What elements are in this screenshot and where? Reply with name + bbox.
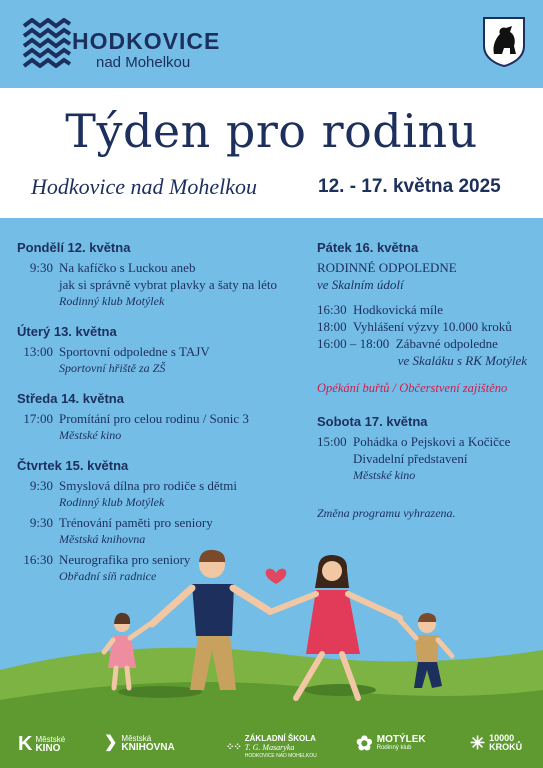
- wave-border-top: [0, 83, 543, 93]
- logo-zakladni-skola: [226, 734, 317, 761]
- event-name: Sportovní odpoledne s TAJV: [59, 344, 210, 359]
- logo-text: 10000: [489, 733, 515, 743]
- event-name: Promítání pro celou rodinu / Sonic 3: [59, 411, 249, 426]
- day-tuesday: [17, 324, 307, 377]
- day-title: Úterý 13. května: [17, 324, 117, 339]
- event-name: Vyhlášení výzvy 10.000 kroků: [352, 319, 512, 334]
- event-time: 9:30: [29, 515, 53, 530]
- event-name: Zábavné odpoledne: [395, 336, 498, 351]
- logo-mestske-kino: [18, 734, 65, 754]
- town-subtitle: nad Mohelkou: [96, 54, 191, 71]
- day-title: Čtvrtek 15. května: [17, 458, 129, 473]
- logo-text: Městské: [35, 735, 66, 744]
- friday-headline: RODINNÉ ODPOLEDNE: [317, 260, 457, 275]
- event-place: Městská knihovna: [59, 532, 146, 546]
- walker-icon: ✳: [470, 733, 486, 753]
- event-time: 16:30: [23, 552, 53, 567]
- event-time: 15:00: [317, 434, 347, 449]
- logo-text: HODKOVICE NAD MOHELKOU: [244, 753, 317, 759]
- event-name: Na kafíčko s Luckou aneb: [59, 260, 196, 275]
- logo-text: Rodinný klub: [376, 745, 412, 751]
- event-place: Obřadní síň radnice: [59, 569, 157, 583]
- event-time: 16:30: [317, 302, 347, 317]
- event-time: 16:00 – 18:00: [317, 336, 390, 351]
- logo-text: KINO: [35, 743, 61, 754]
- event-time: 13:00: [23, 344, 53, 359]
- page-title: Týden pro rodinu: [65, 104, 478, 158]
- logo-text: T. G. Masaryka: [244, 743, 295, 752]
- logo-text: KNIHOVNA: [121, 742, 175, 753]
- event-time: 17:00: [23, 411, 53, 426]
- event-name: Smyslová dílna pro rodiče s dětmi: [59, 478, 238, 493]
- town-name: HODKOVICE: [72, 28, 221, 54]
- event-place: ve Skaláku s RK Motýlek: [397, 353, 527, 368]
- event-name-cont: Divadelní představení: [353, 451, 468, 466]
- day-title: Pondělí 12. května: [17, 240, 131, 255]
- logo-text: Městská: [121, 734, 152, 743]
- event-place: Rodinný klub Motýlek: [59, 495, 165, 509]
- event-item: [317, 318, 537, 335]
- event-item: [317, 301, 537, 318]
- event-item: [17, 259, 307, 310]
- event-place: Rodinný klub Motýlek: [59, 294, 165, 308]
- event-time: 18:00: [317, 319, 347, 334]
- friday-headline-place: ve Skalním údolí: [317, 277, 404, 292]
- event-place: Sportovní hřiště za ZŠ: [59, 361, 166, 375]
- day-title: Pátek 16. května: [317, 240, 419, 255]
- day-wednesday: [17, 391, 307, 444]
- day-monday: [17, 240, 307, 310]
- event-place: Městské kino: [59, 428, 122, 442]
- event-item: [317, 433, 537, 484]
- logo-10000-kroku: [470, 734, 522, 752]
- event-item: [17, 477, 307, 511]
- event-name: Trénování paměti pro seniory: [59, 515, 213, 530]
- food-note: Opékání buřtů / Občerstvení zajištěno: [317, 381, 508, 395]
- kino-k-icon: K: [18, 733, 33, 755]
- event-item: [17, 410, 307, 444]
- event-item: [317, 335, 537, 352]
- coat-of-arms-icon: [482, 16, 526, 68]
- event-time: 9:30: [29, 478, 53, 493]
- event-dates: 12. - 17. května 2025: [318, 176, 501, 197]
- event-time: 9:30: [29, 260, 53, 275]
- logo-text: KROKŮ: [489, 742, 523, 752]
- logo-text: ZÁKLADNÍ ŠKOLA: [244, 734, 316, 743]
- event-place: Městské kino: [353, 468, 416, 482]
- school-dots-icon: ⁘⁘: [226, 741, 241, 753]
- logo-motylek: [356, 734, 426, 754]
- program-note: Změna programu vyhrazena.: [317, 506, 456, 520]
- event-name: Pohádka o Pejskovi a Kočičce: [353, 434, 511, 449]
- logo-text: MOTÝLEK: [376, 734, 426, 745]
- event-name: Neurografika pro seniory: [59, 552, 191, 567]
- town-wave-logo-icon: [22, 18, 72, 68]
- day-friday: [317, 240, 537, 396]
- program-right-column: [317, 240, 537, 521]
- event-location: Hodkovice nad Mohelkou: [31, 174, 258, 199]
- wave-border-bottom: [0, 213, 543, 223]
- day-title: Středa 14. května: [17, 391, 124, 406]
- logo-mestska-knihovna: [104, 734, 175, 752]
- butterfly-icon: ✿: [356, 733, 373, 755]
- event-name-cont: jak si správně vybrat plavky a šaty na léto: [59, 277, 278, 292]
- book-icon: ❯: [104, 734, 118, 751]
- day-title: Sobota 17. května: [317, 414, 428, 429]
- event-item: [17, 343, 307, 377]
- day-saturday: [317, 414, 537, 484]
- event-name: Hodkovická míle: [353, 302, 444, 317]
